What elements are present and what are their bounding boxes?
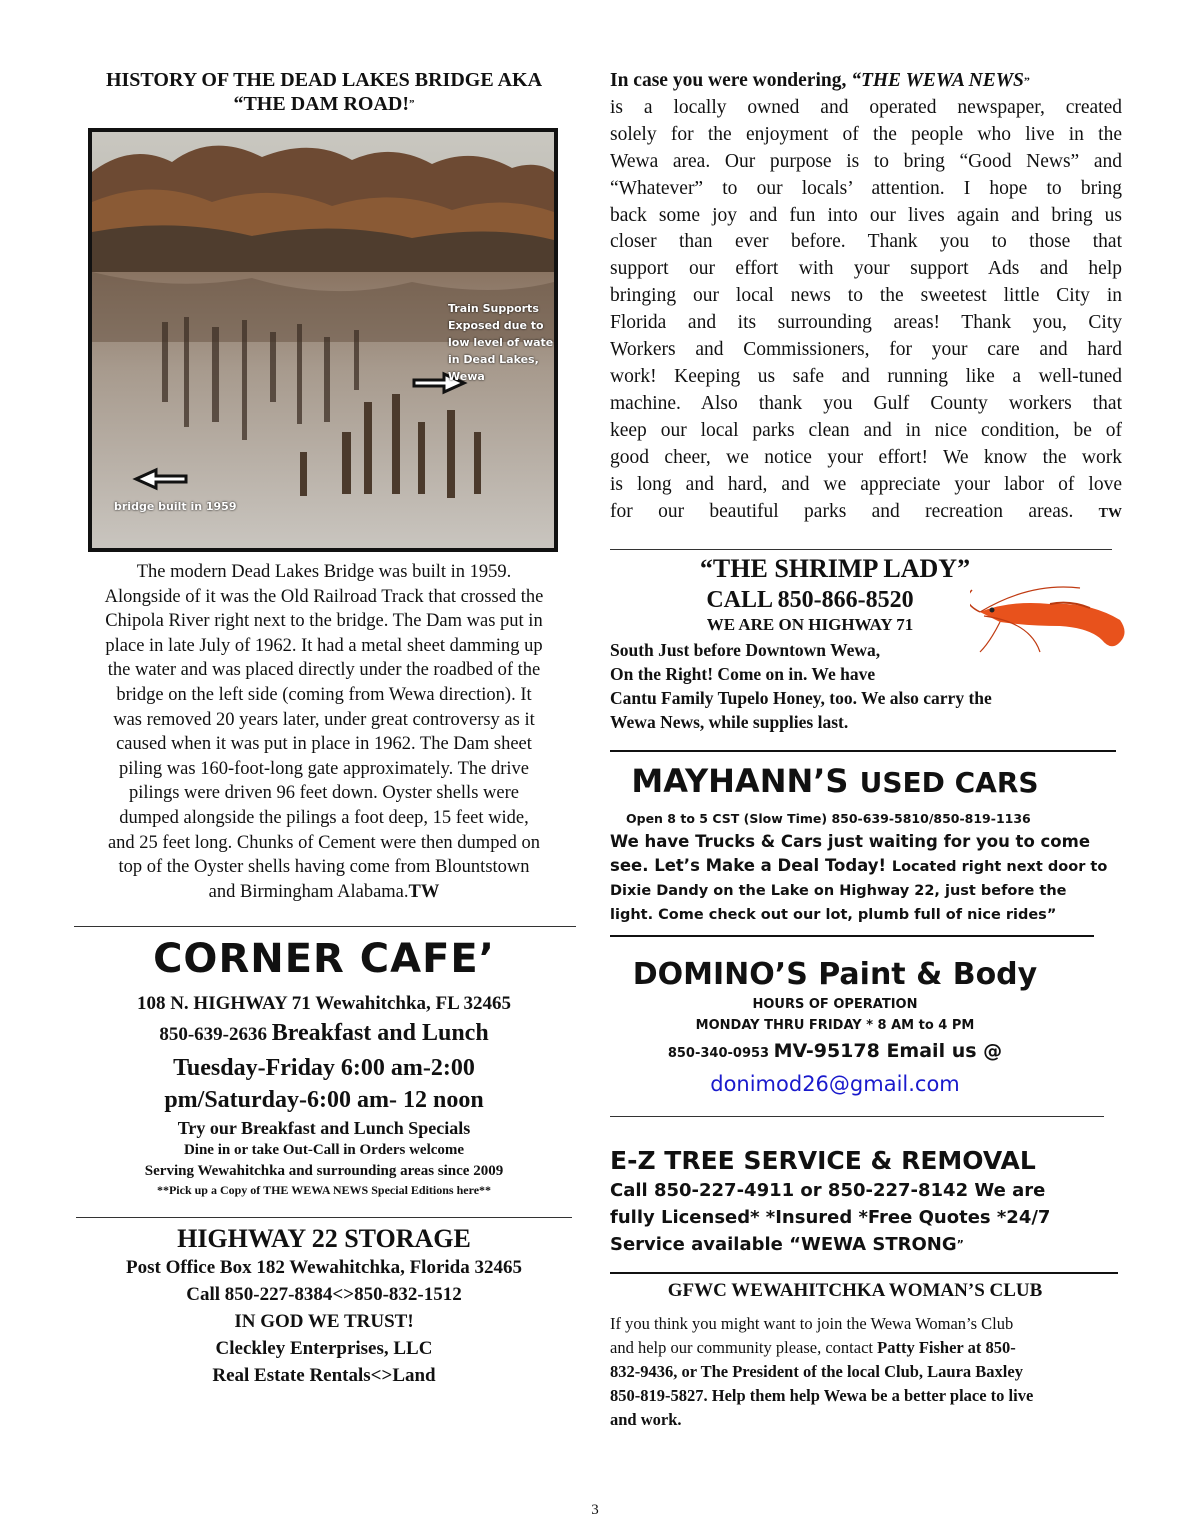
storage-company: Cleckley Enterprises, LLC	[215, 1338, 433, 1360]
photo-label-train	[448, 300, 553, 385]
wewa-news-line: machine. Also thank you Gulf County workers that	[610, 392, 1122, 414]
mayhann-line1: We have Trucks & Cars just waiting for you to come	[610, 832, 1091, 852]
domino-email[interactable]: donimod26@gmail.com	[710, 1072, 960, 1097]
shrimp-text	[610, 638, 992, 734]
shrimp-line: South Just before Downtown Wewa,	[610, 640, 881, 661]
shrimp-name: “THE SHRIMP LADY”	[699, 554, 971, 584]
shrimp-line: Cantu Family Tupelo Honey, too. We also carry the	[610, 688, 992, 709]
ez-tree-line1: Call 850-227-4911 or 850-227-8142 We are	[610, 1180, 1046, 1202]
history-title-line2-wrap	[66, 92, 582, 116]
history-body-line: The modern Dead Lakes Bridge was built in 1959.	[136, 562, 512, 582]
divider	[74, 926, 576, 927]
wewa-news-line: solely for the enjoyment of the people who live in the	[610, 123, 1122, 145]
divider	[610, 750, 1116, 752]
divider	[610, 1116, 1104, 1117]
page-number: 3	[591, 1502, 599, 1518]
history-body-line: dumped alongside the pilings a foot deep, 15 feet wide,	[119, 807, 529, 828]
corner-cafe-pickup: **Pick up a Copy of THE WEWA NEWS Special Editions here**	[156, 1183, 492, 1198]
storage-services: Real Estate Rentals<>Land	[212, 1365, 436, 1387]
corner-cafe-address: 108 N. HIGHWAY 71 Wewahitchka, FL 32465	[136, 993, 512, 1015]
photo-label-bridge: bridge built in 1959	[114, 500, 237, 513]
history-title	[66, 68, 582, 116]
corner-cafe-hours-1: Tuesday-Friday 6:00 am-2:00	[173, 1055, 475, 1082]
photo-label-train-line: Train Supports	[448, 302, 539, 315]
history-body-line: bridge on the left side (coming from Wewa direction). It	[116, 684, 532, 705]
mayhann-name	[610, 760, 1060, 808]
wewa-news-name: “THE WEWA NEWS	[851, 70, 1024, 91]
womans-club-name: GFWC WEWAHITCHKA WOMAN’S CLUB	[667, 1280, 1043, 1302]
history-body-line: caused when it was put in place in 1962. The Dam sheet	[116, 734, 532, 755]
history-body-line: top of the Oyster shells having come from Blountstown	[118, 857, 530, 878]
ez-tree-ad	[610, 1145, 1122, 1258]
corner-cafe-phone: 850-639-2636	[159, 1024, 272, 1046]
mayhann-ad	[610, 760, 1122, 927]
shrimp-line: Wewa News, while supplies last.	[610, 712, 849, 733]
storage-phone: Call 850-227-8384<>850-832-1512	[186, 1284, 462, 1306]
wewa-news-line: is a locally owned and operated newspaper, created	[610, 96, 1122, 118]
wewa-news-line: work! Keeping us safe and running like a well-tuned	[610, 365, 1122, 387]
corner-cafe-hours-2: pm/Saturday-6:00 am- 12 noon	[164, 1087, 484, 1114]
corner-cafe-serving: Serving Wewahitchka and surrounding areas since 2009	[144, 1163, 504, 1180]
photo-label-train-line: Wewa	[448, 370, 485, 383]
wewa-news-last-line	[610, 499, 1122, 528]
womans-club-line2b: Patty Fisher at 850-	[877, 1338, 1016, 1358]
womans-club-line4: 850-819-5827. Help them help Wewa be a better place to live	[610, 1386, 1034, 1406]
history-body-line: Chipola River right next to the bridge. The Dam was put in	[105, 611, 543, 632]
history-body-last: and Birmingham Alabama.	[208, 881, 409, 902]
mayhann-line2b: Located right next door to	[891, 859, 1108, 876]
ez-tree-line2: fully Licensed* *Insured *Free Quotes *24/7	[610, 1207, 1051, 1229]
wewa-news-last: for our beautiful parks and recreation areas.	[610, 500, 1074, 522]
domino-phone-line	[610, 1037, 1060, 1068]
divider	[76, 1217, 572, 1218]
left-column	[66, 68, 582, 1389]
history-body	[66, 560, 582, 904]
mayhann-name-b: USED CARS	[859, 766, 1039, 800]
divider	[610, 1272, 1118, 1274]
wewa-news-line: Florida and its surrounding areas! Thank you, City	[610, 312, 1122, 334]
history-signature: TW	[408, 881, 440, 902]
wewa-news-line: Workers and Commissioners, for your care and hard	[610, 339, 1122, 361]
mayhann-line3: Dixie Dandy on the Lake on Highway 22, just before the	[610, 883, 1067, 900]
domino-hours: MONDAY THRU FRIDAY * 8 AM to 4 PM	[695, 1018, 975, 1034]
right-column	[610, 68, 1122, 1432]
photo-label-train-line: in Dead Lakes,	[448, 353, 539, 366]
history-body-line: and 25 feet long. Chunks of Cement were then dumped on	[107, 832, 541, 853]
wewa-news-signature: TW	[1098, 505, 1123, 521]
womans-club-line2a: and help our community please, contact	[610, 1338, 878, 1358]
mayhann-name-a: MAYHANN’S	[631, 762, 860, 801]
history-body-line: pilings were driven 96 feet down. Oyster shells were	[129, 783, 519, 804]
history-body-line-last	[66, 880, 582, 905]
womans-club-line1: If you think you might want to join the Wewa Woman’s Club	[610, 1314, 1014, 1334]
domino-ad	[610, 955, 1060, 1100]
shrimp-location: WE ARE ON HIGHWAY 71	[706, 615, 914, 635]
shrimp-line: On the Right! Come on in. We have	[610, 664, 876, 685]
wewa-news-intro	[610, 68, 1122, 527]
history-title-line1: HISTORY OF THE DEAD LAKES BRIDGE AKA	[105, 69, 543, 91]
wewa-news-line: support our effort with your support Ads and help	[610, 258, 1122, 280]
divider	[610, 935, 1094, 937]
corner-cafe-info	[66, 991, 582, 1199]
corner-cafe-dine: Dine in or take Out-Call in Orders welcome	[183, 1142, 465, 1159]
history-body-line: the water and was placed directly under the roadbed of the	[107, 660, 541, 681]
womans-club-line3: 832-9436, or The President of the local Club, Laura Baxley	[610, 1362, 1023, 1382]
wewa-news-lead-line	[610, 68, 1122, 95]
shrimp-illustration	[970, 582, 1150, 662]
storage-address: Post Office Box 182 Wewahitchka, Florida 32465	[126, 1257, 522, 1279]
wewa-news-line: “Whatever” to our locals’ attention. I hope to bring	[610, 177, 1122, 199]
wewa-news-line: bringing our local news to the sweetest little City in	[610, 285, 1122, 307]
wewa-news-mark: ”	[1023, 74, 1030, 88]
wewa-news-line: Wewa area. Our purpose is to bring “Good News” and	[610, 150, 1122, 172]
mayhann-hours: Open 8 to 5 CST (Slow Time) 850-639-5810/850-819-1136	[626, 811, 1031, 827]
womans-club-text	[610, 1312, 1122, 1432]
dead-lakes-photo	[88, 128, 558, 552]
ez-tree-name: E-Z TREE SERVICE & REMOVAL	[610, 1146, 1036, 1176]
domino-license: MV-95178 Email us @	[773, 1040, 1003, 1063]
storage-name: HIGHWAY 22 STORAGE	[177, 1224, 471, 1254]
mayhann-line2	[610, 854, 1122, 879]
corner-cafe-phone-line	[66, 1017, 582, 1052]
womans-club-line5: and work.	[610, 1410, 682, 1430]
ez-tree-line3-wrap	[610, 1231, 1122, 1258]
domino-phone: 850-340-0953	[667, 1046, 774, 1062]
corner-cafe-specials: Try our Breakfast and Lunch Specials	[177, 1118, 471, 1139]
photo-label-train-line: low level of wate	[448, 336, 554, 349]
storage-ad	[66, 1224, 582, 1389]
history-body-line: Alongside of it was the Old Railroad Track that crossed the	[104, 586, 544, 607]
ez-tree-line3: Service available “WEWA STRONG	[610, 1234, 957, 1256]
wewa-news-line: good cheer, we notice your effort! We know the work	[610, 446, 1122, 468]
mayhann-line2a: see. Let’s Make a Deal Today!	[610, 856, 892, 876]
womans-club-line2	[610, 1336, 1122, 1360]
mayhann-line4: light. Come check out our lot, plumb full of nice rides”	[610, 907, 1057, 924]
corner-cafe-name: CORNER CAFE’	[153, 936, 495, 983]
wewa-news-line: closer than ever before. Thank you to those that	[610, 231, 1122, 253]
history-title-mark: ”	[409, 98, 415, 110]
photo-label-train-line: Exposed due to	[448, 319, 544, 332]
history-body-line: was removed 20 years later, under great controversy as it	[113, 709, 535, 730]
corner-cafe-meals: Breakfast and Lunch	[271, 1020, 489, 1047]
wewa-news-line: back some joy and fun into our lives again and bring us	[610, 204, 1122, 226]
history-body-line: piling was 160-foot-long gate approximately. The drive	[119, 758, 529, 779]
wewa-news-line: is long and hard, and we appreciate your labor of love	[610, 473, 1122, 495]
wewa-news-lead: In case you were wondering,	[610, 70, 852, 91]
domino-hours-title: HOURS OF OPERATION	[752, 997, 918, 1013]
wewa-news-line: keep our local parks clean and in nice condition, be of	[610, 419, 1122, 441]
storage-motto: IN GOD WE TRUST!	[234, 1311, 414, 1333]
shrimp-ad	[610, 550, 1122, 750]
shrimp-phone: CALL 850-866-8520	[706, 587, 914, 614]
domino-name: DOMINO’S Paint & Body	[632, 957, 1038, 993]
history-title-line2: “THE DAM ROAD!	[233, 93, 410, 115]
history-body-line: place in late July of 1962. It had a metal sheet damming up	[105, 635, 543, 656]
ez-tree-mark: ”	[956, 1238, 964, 1252]
